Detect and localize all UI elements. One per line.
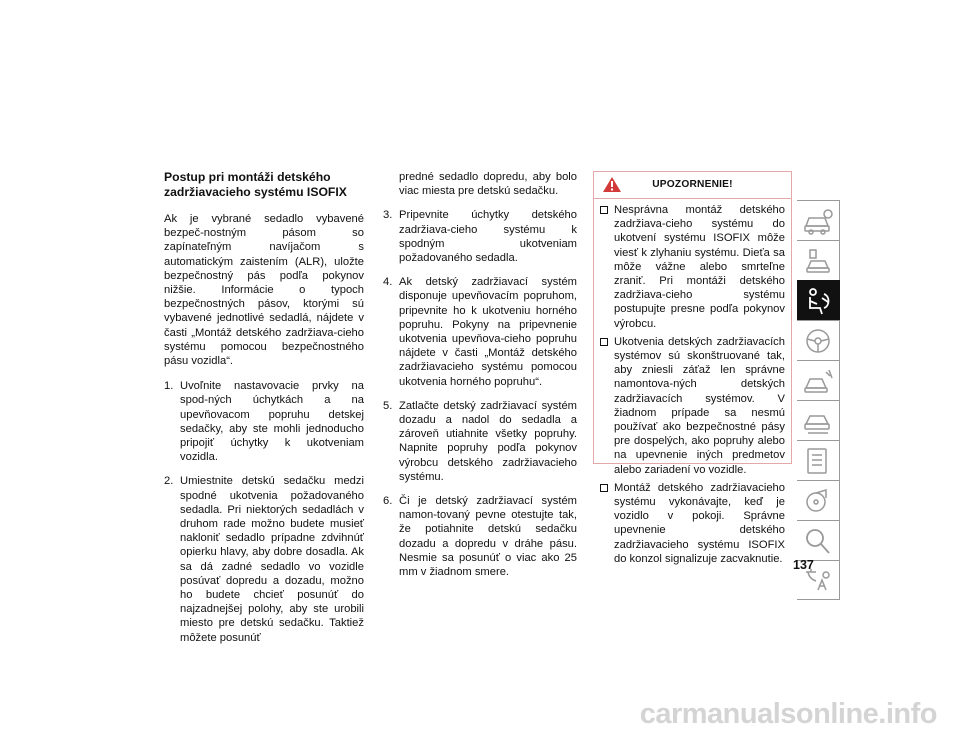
- bullet-square-icon: [600, 484, 608, 492]
- warning-header: [594, 172, 791, 199]
- steps-list-part2: [383, 208, 577, 579]
- warning-box: [593, 171, 792, 565]
- tab-car-service[interactable]: [797, 400, 840, 440]
- tab-seat-airbag[interactable]: [797, 280, 840, 320]
- car-info-icon: [802, 206, 834, 236]
- tab-car-info[interactable]: [797, 200, 840, 240]
- step-2-continued: predné sedadlo dopredu, aby bolo viac miesta pre detskú sedačku.: [399, 171, 577, 198]
- car-service-icon: [802, 406, 834, 436]
- step-1: 1. Uvoľnite nastavovacie prvky na spod-ných úchytkách a na upevňovacom popruhu detskej sedačky, aby ste mohli jednoducho pripojiť úchytky k ukotveniam vozidla.: [164, 380, 364, 464]
- warning-item: Ukotvenia detských zadržiavacích systémov sú skonštruované tak, aby zniesli záťaž len správne namontova-ných detských zadržiavacích systémov. V žiadnom prípade sa nesmú používať ako bezpečnostné pásy pre dospelých, ako popruhy alebo na upevnenie iných predmetov alebo zariadení vo vozidle.: [599, 335, 785, 477]
- seat-airbag-icon: [802, 286, 834, 316]
- tab-steering-wheel[interactable]: [797, 320, 840, 360]
- bullet-square-icon: [600, 338, 608, 346]
- warning-item: Nesprávna montáž detského zadržiava-cieho systému do ukotvení systému ISOFIX môže viesť k zlyhaniu systému. Dieťa sa môže vážne alebo smrteľne zraniť. Pri montáži detského zadržiava-cieho systému postupujte presne podľa pokynov výrobcu.: [599, 203, 785, 331]
- multimedia-icon: [802, 486, 834, 516]
- column-left: [164, 170, 364, 655]
- step-2: 2. Umiestnite detskú sedačku medzi spodné ukotvenia požadovaného sedadla. Pri niektorých sedadlách v druhom rade možno budete musieť nakloniť sedadlo prípadne zdvihnúť opierku hlavy, aby dobre dosadla. Ak sa dá zadné sedadlo vo vozidle posúvať dopredu a dozadu, možno ho budete chcieť posunúť do najzadnejšej polohy, aby ste urobili miesto pre detskú sedačku. Taktiež môžete posunúť: [164, 475, 364, 644]
- specifications-icon: [802, 446, 834, 476]
- warning-title: UPOZORNENIE!: [652, 179, 733, 190]
- column-middle: [383, 170, 577, 589]
- step-4: 4. Ak detský zadržiavací systém disponuje upevňovacím popruhom, pripevnite ho k ukotveniu horného popruhu. Pokyny na pripevnenie ukotvenia upevňova-cieho popruhu nájdete v časti „Montáž detského zadržiavacieho systému pomocou ukotvenia horného popruhu“.: [383, 276, 577, 388]
- intro-paragraph: Ak je vybrané sedadlo vybavené bezpeč-nostným pásom so zapínateľným navíjačom s automatickým zaistením (ALR), uložte bezpečnostný pás podľa pokynov nižšie. Informácie o typoch bezpečnostných pásov, ktorými sú vybavené jednotlivé sedadlá, nájdete v časti „Montáž detského zadržiava-cieho systému pomocou bezpečnostného pásu vozidla“.: [164, 213, 364, 368]
- steps-list-part1: [164, 379, 364, 645]
- tab-index-search[interactable]: [797, 520, 840, 560]
- page-number: 137: [793, 558, 814, 572]
- tab-car-key[interactable]: [797, 240, 840, 280]
- warning-item: Montáž detského zadržiavacieho systému vykonávajte, keď je vozidlo v pokoji. Správne upevnenie detského zadržiavacieho systému ISOFIX do konzol signalizuje zacvaknutie.: [599, 481, 785, 566]
- index-search-icon: [802, 526, 834, 556]
- step-3: 3. Pripevnite úchytky detského zadržiava-cieho systému k spodným ukotveniam požadovaného sedadla.: [383, 209, 577, 265]
- section-heading: Postup pri montáži detského zadržiavacieho systému ISOFIX: [164, 170, 347, 199]
- car-key-icon: [802, 246, 834, 276]
- tab-car-crash[interactable]: [797, 360, 840, 400]
- warning-body: [594, 199, 791, 566]
- tab-multimedia[interactable]: [797, 480, 840, 520]
- tab-specifications[interactable]: [797, 440, 840, 480]
- step-6: 6. Či je detský zadržiavací systém namon-tovaný pevne otestujte tak, že potiahnite detskú sedačku dozadu a dopredu v dráhe pásu. Nesmie sa posunúť o viac ako 25 mm v žiadnom smere.: [383, 495, 577, 579]
- step-5: 5. Zatlačte detský zadržiavací systém dozadu a nadol do sedadla a zároveň utiahnite všetky popruhy. Napnite popruhy podľa pokynov výrobcu detského zadržiavacieho systému.: [383, 399, 577, 483]
- steering-wheel-icon: [802, 326, 834, 356]
- footer-watermark: carmanualsonline.info: [639, 698, 937, 730]
- bullet-square-icon: [600, 206, 608, 214]
- car-crash-icon: [802, 366, 834, 396]
